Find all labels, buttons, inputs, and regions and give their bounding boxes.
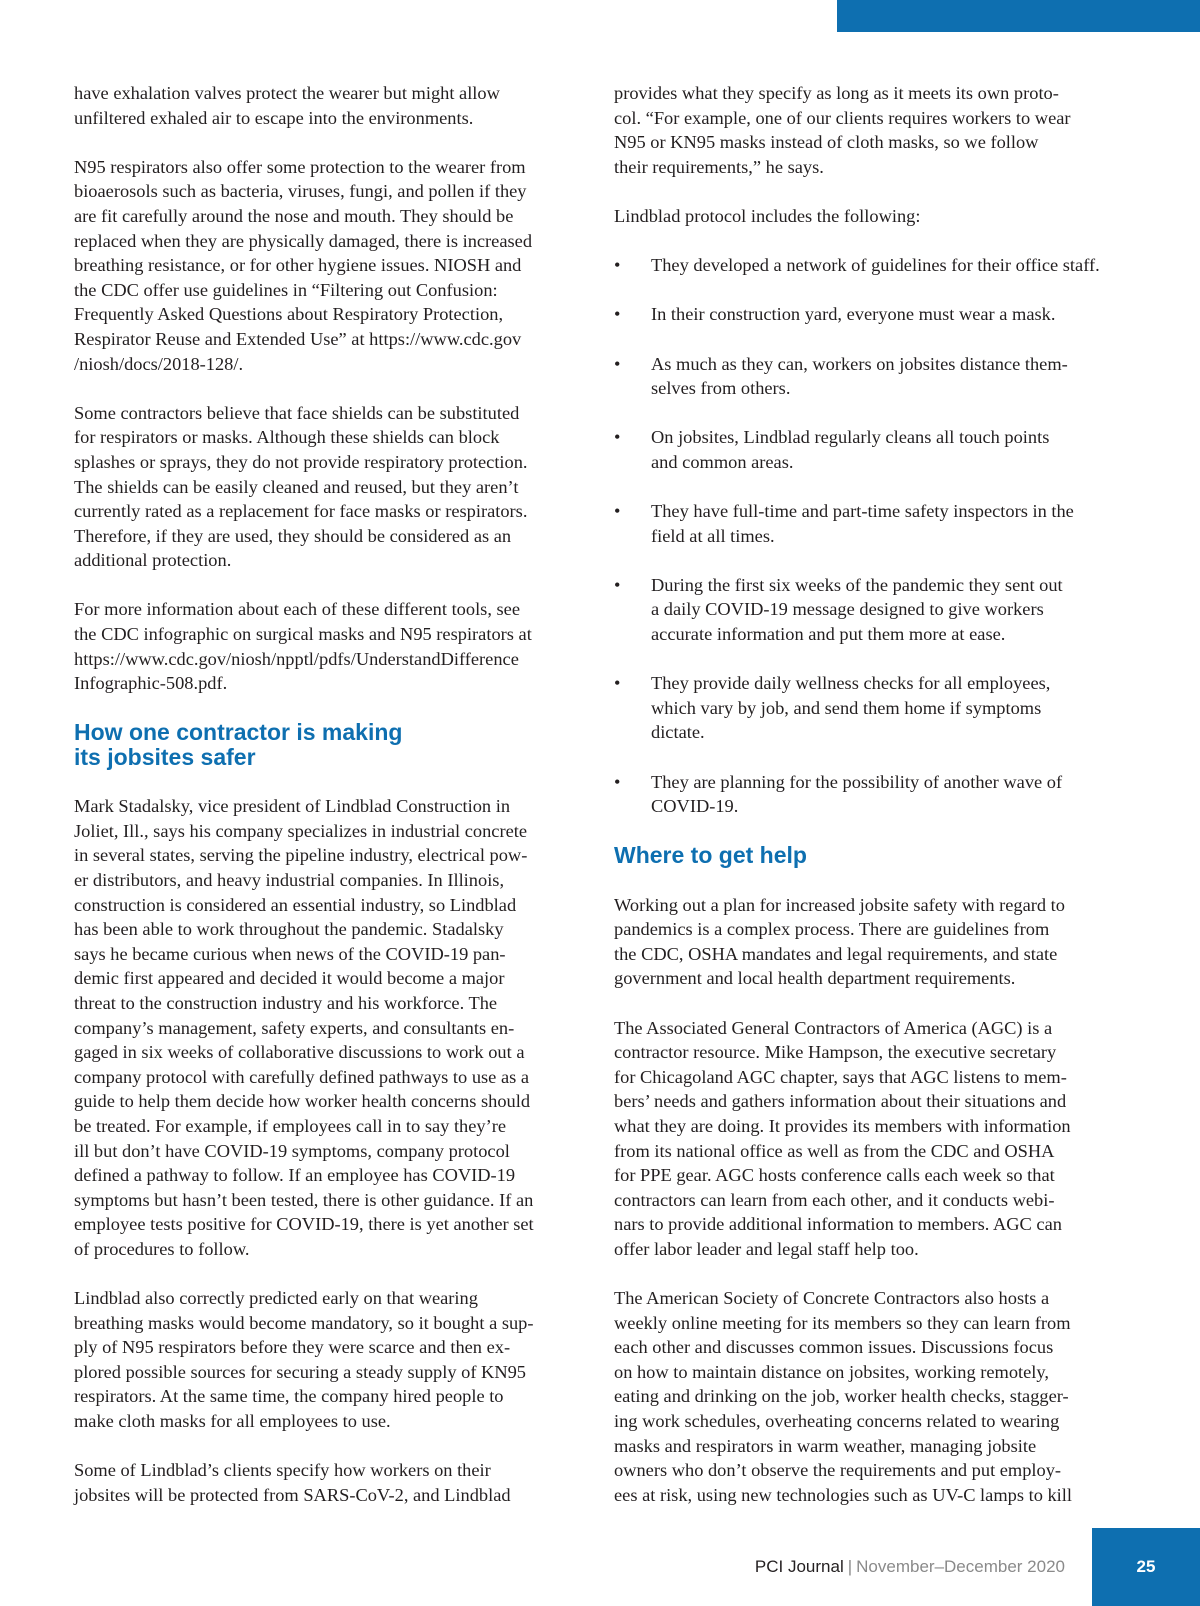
text-line: unfiltered exhaled air to escape into the environments. [74,107,474,128]
text-line: threat to the construction industry and his workforce. The [74,992,498,1013]
protocol-bullet-list [614,253,1136,819]
text-line: contractor resource. Mike Hampson, the executive secretary [614,1042,1057,1063]
text-line: replaced when they are physically damaged, there is increased [74,230,533,251]
bullet-item [614,770,1136,819]
bullet-item [614,499,1136,548]
text-line: accurate information and put them more at ease. [651,624,1006,645]
text-line: make cloth masks for all employees to use. [74,1411,391,1432]
text-line: on how to maintain distance on jobsites, working remotely, [614,1361,1049,1382]
paragraph [614,893,1136,991]
text-line: The American Society of Concrete Contractors also hosts a [614,1288,1050,1309]
text-line: nars to provide additional information to members. AGC can [614,1214,1062,1235]
footer-separator: | [847,1557,853,1576]
text-line: says he became curious when news of the COVID-19 pan- [74,943,506,964]
section-heading-contractor [74,720,588,769]
text-line: Lindblad protocol includes the following: [614,205,921,226]
bullet-item [614,253,1136,278]
text-line: The shields can be easily cleaned and reused, but they aren’t [74,476,519,497]
paragraph [614,1286,1136,1507]
text-line: its jobsites safer [74,744,256,771]
text-line: provides what they specify as long as it meets its own proto- [614,83,1059,103]
text-line: for respirators or masks. Although these shields can block [74,427,500,448]
text-line: https://www.cdc.gov/niosh/npptl/pdfs/UnderstandDifference [74,648,519,669]
bullet-icon: • [614,427,621,448]
footer [755,1557,1065,1577]
text-line: bioaerosols such as bacteria, viruses, fungi, and pollen if they [74,181,527,202]
text-line: eating and drinking on the job, worker health checks, stagger- [614,1386,1069,1407]
text-line: for PPE gear. AGC hosts conference calls each week so that [614,1165,1055,1186]
section-heading-help [614,843,1136,868]
bullet-item [614,352,1136,401]
text-line: company’s management, safety experts, and consultants en- [74,1017,515,1038]
paragraph [74,794,588,1261]
text-line: Mark Stadalsky, vice president of Lindblad Construction in [74,796,511,817]
text-line: bers’ needs and gathers information about their situations and [614,1091,1067,1112]
bullet-icon: • [614,353,621,374]
text-line: They provide daily wellness checks for all employees, [651,673,1051,694]
paragraph [614,81,1136,179]
text-line: Some of Lindblad’s clients specify how workers on their [74,1460,491,1481]
text-line: company protocol with carefully defined pathways to use as a [74,1066,530,1087]
bullet-icon: • [614,255,621,276]
text-line: owners who don’t observe the requirements and put employ- [614,1460,1062,1481]
text-line: During the first six weeks of the pandemic they sent out [651,574,1063,595]
text-line: pandemics is a complex process. There are guidelines from [614,919,1050,940]
text-line: and common areas. [651,451,794,472]
left-column [74,81,588,1532]
text-line: gaged in six weeks of collaborative discussions to work out a [74,1042,525,1063]
text-line: has been able to work throughout the pandemic. Stadalsky [74,919,504,940]
text-line: weekly online meeting for its members so they can learn from [614,1312,1071,1333]
text-line: demic first appeared and decided it would become a major [74,968,505,989]
text-line: How one contractor is making [74,719,403,746]
text-line: selves from others. [651,378,791,399]
paragraph [74,597,588,695]
bullet-item [614,302,1136,327]
bullet-item [614,671,1136,745]
text-line: which vary by job, and send them home if symptoms [651,697,1042,718]
bullet-item [614,425,1136,474]
text-line: guide to help them decide how worker health concerns should [74,1091,531,1112]
text-line: the CDC offer use guidelines in “Filtering out Confusion: [74,279,498,300]
text-line: defined a pathway to follow. If an employee has COVID-19 [74,1165,516,1186]
text-line: respirators. At the same time, the company hired people to [74,1386,504,1407]
text-line: from its national office as well as from the CDC and OSHA [614,1140,1055,1161]
text-line: ing work schedules, overheating concerns related to wearing [614,1411,1060,1432]
text-line: have exhalation valves protect the wearer but might allow [74,83,500,103]
text-line: government and local health department requirements. [614,968,1016,989]
issue-date: November–December 2020 [856,1557,1065,1576]
text-line: splashes or sprays, they do not provide respiratory protection. [74,451,528,472]
text-line: Joliet, Ill., says his company specializes in industrial concrete [74,820,528,841]
bullet-icon: • [614,501,621,522]
paragraph [614,1016,1136,1262]
bullet-icon: • [614,673,621,694]
text-line: Respirator Reuse and Extended Use” at https://www.cdc.gov [74,328,522,349]
text-line: breathing resistance, or for other hygiene issues. NIOSH and [74,255,522,276]
text-line: N95 or KN95 masks instead of cloth masks, so we follow [614,132,1039,153]
page-number: 25 [1136,1557,1156,1576]
text-line: each other and discusses common issues. Discussions focus [614,1337,1054,1358]
text-line: Where to get help [614,842,807,869]
text-line: Lindblad also correctly predicted early on that wearing [74,1288,478,1309]
text-line: /niosh/docs/2018-128/. [74,353,244,374]
text-line: of procedures to follow. [74,1238,250,1259]
text-line: masks and respirators in warm weather, managing jobsite [614,1435,1037,1456]
text-line: currently rated as a replacement for face masks or respirators. [74,501,528,522]
text-line: field at all times. [651,525,775,546]
text-line: symptoms but hasn’t been tested, there is other guidance. If an [74,1189,534,1210]
text-line: ply of N95 respirators before they were scarce and then ex- [74,1337,511,1358]
text-line: jobsites will be protected from SARS-CoV-2, and Lindblad [74,1484,511,1505]
bullet-icon: • [614,574,621,595]
text-line: breathing masks would become mandatory, so it bought a sup- [74,1312,534,1333]
text-line: plored possible sources for securing a steady supply of KN95 [74,1361,527,1382]
text-line: COVID-19. [651,796,739,817]
text-line: In their construction yard, everyone must wear a mask. [651,304,1056,325]
text-line: what they are doing. It provides its members with information [614,1115,1071,1136]
text-line: additional protection. [74,550,232,571]
right-column [614,81,1136,1532]
text-line: their requirements,” he says. [614,156,824,177]
paragraph [74,155,588,376]
top-accent-bar [837,0,1200,32]
bullet-icon: • [614,304,621,325]
text-line: are fit carefully around the nose and mouth. They should be [74,205,514,226]
text-line: er distributors, and heavy industrial companies. In Illinois, [74,870,505,890]
paragraph [74,1458,588,1507]
text-line: for Chicagoland AGC chapter, says that AGC listens to mem- [614,1066,1067,1087]
bullet-item [614,573,1136,647]
journal-name: PCI Journal [754,1557,844,1576]
text-line: the CDC, OSHA mandates and legal requirements, and state [614,943,1058,964]
text-line: Infographic-508.pdf. [74,673,228,694]
bullet-icon: • [614,771,621,792]
paragraph [74,1286,588,1434]
text-line: construction is considered an essential industry, so Lindblad [74,894,517,915]
text-line: ees at risk, using new technologies such as UV-C lamps to kill [614,1484,1073,1505]
text-line: They are planning for the possibility of another wave of [651,771,1063,792]
text-line: The Associated General Contractors of America (AGC) is a [614,1017,1053,1038]
text-line: a daily COVID-19 message designed to give workers [651,599,1044,620]
text-line: col. “For example, one of our clients requires workers to wear [614,107,1071,128]
text-line: contractors can learn from each other, and it conducts webi- [614,1189,1055,1210]
text-line: They have full-time and part-time safety inspectors in the [651,501,1074,522]
text-line: N95 respirators also offer some protection to the wearer from [74,156,526,177]
text-line: ill but don’t have COVID-19 symptoms, company protocol [74,1140,510,1161]
text-line: For more information about each of these different tools, see [74,599,521,620]
paragraph [74,81,588,130]
text-line: dictate. [651,722,705,743]
text-line: be treated. For example, if employees call in to say they’re [74,1115,507,1136]
text-line: in several states, serving the pipeline industry, electrical pow- [74,845,528,866]
text-line: Some contractors believe that face shields can be substituted [74,402,520,423]
text-line: offer labor leader and legal staff help too. [614,1238,919,1259]
text-line: employee tests positive for COVID-19, there is yet another set [74,1214,534,1235]
text-line: the CDC infographic on surgical masks and N95 respirators at [74,624,532,645]
paragraph [74,401,588,573]
text-line: Frequently Asked Questions about Respiratory Protection, [74,304,504,325]
text-line: They developed a network of guidelines for their office staff. [651,255,1100,276]
text-line: As much as they can, workers on jobsites distance them- [651,353,1068,374]
text-line: Working out a plan for increased jobsite safety with regard to [614,894,1065,915]
text-line: On jobsites, Lindblad regularly cleans all touch points [651,427,1050,448]
paragraph [614,204,1136,229]
text-line: Therefore, if they are used, they should be considered as an [74,525,512,546]
